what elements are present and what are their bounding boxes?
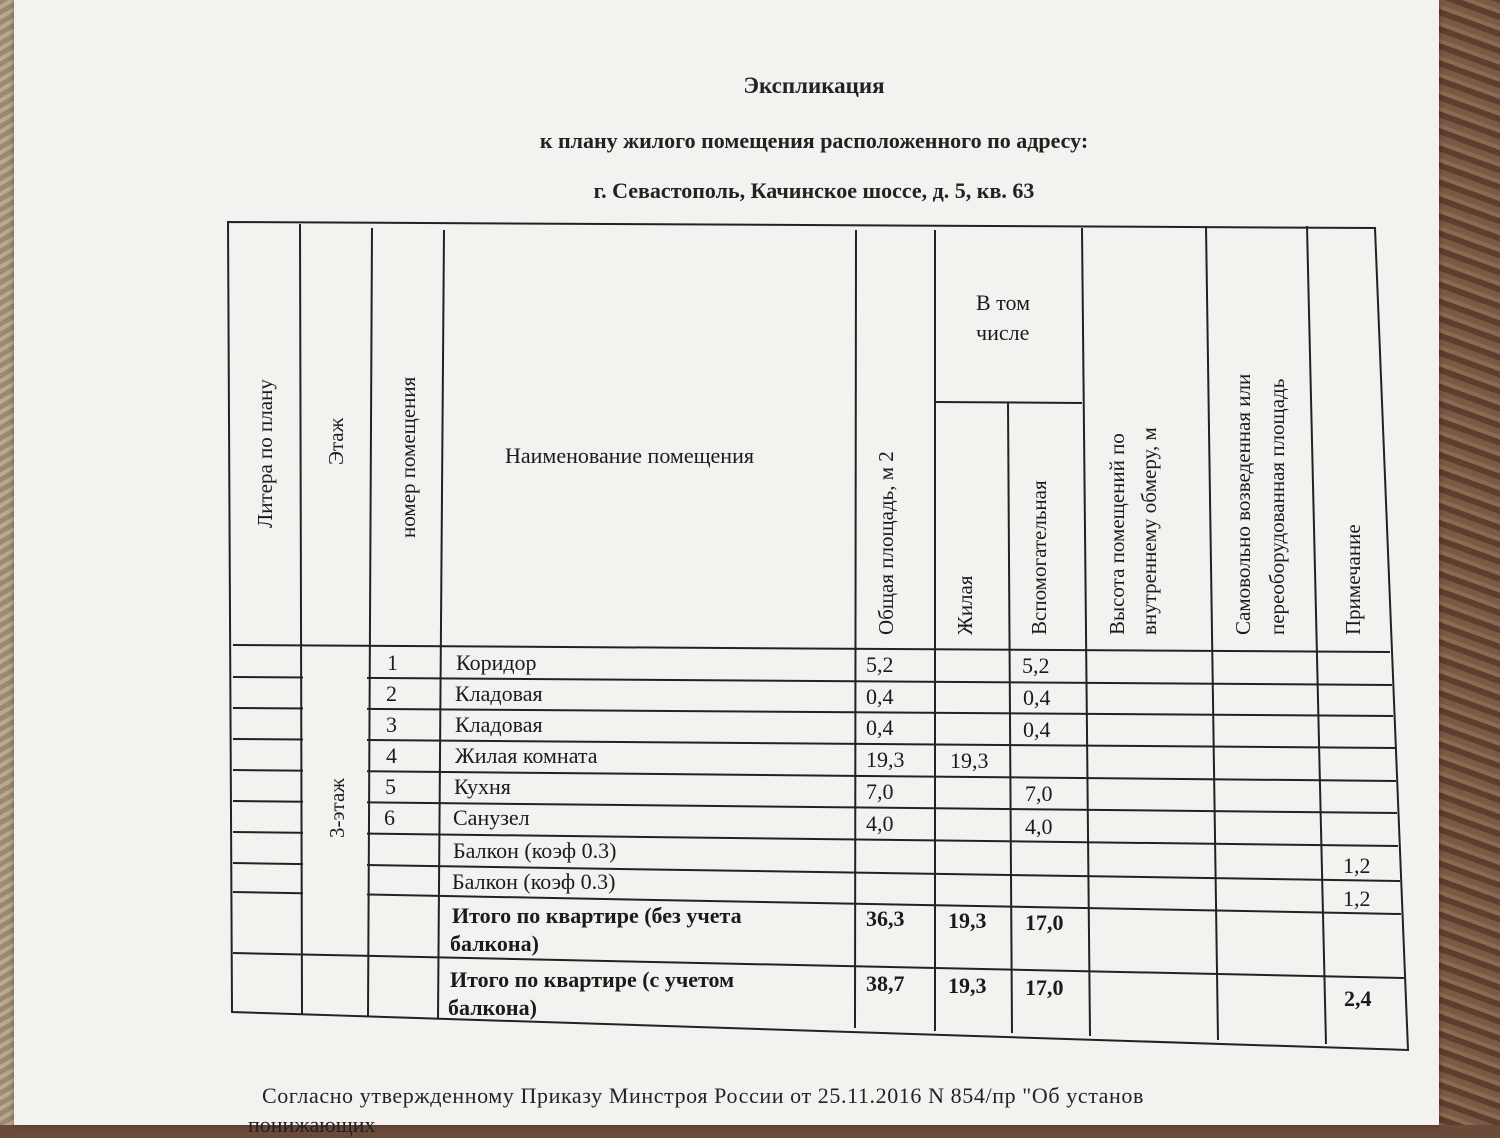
header-bottom-line: [233, 645, 1390, 652]
living-area: 19,3: [950, 748, 989, 773]
total-label-line1: Итого по квартире (с учетом: [450, 967, 735, 992]
note-value: 2,4: [1344, 986, 1372, 1011]
col-line: [1206, 226, 1218, 1040]
table-outer-border: [228, 222, 1408, 1050]
auxiliary-area: 5,2: [1022, 653, 1050, 678]
row-line: [233, 953, 1404, 978]
row-line: [233, 708, 1393, 716]
total-area: 5,2: [866, 652, 894, 677]
room-number: 6: [384, 805, 395, 830]
footer-text-line2: понижающих: [248, 1112, 376, 1137]
auxiliary-area: 0,4: [1023, 717, 1051, 742]
room-name: Кладовая: [455, 681, 543, 706]
col-line: [1082, 228, 1090, 1036]
auxiliary-area: 17,0: [1025, 910, 1064, 935]
room-number: 4: [386, 743, 397, 768]
room-name: Балкон (коэф 0.3): [453, 838, 617, 863]
auxiliary-area: 7,0: [1025, 781, 1053, 806]
note-value: 1,2: [1343, 886, 1371, 911]
row-line: [233, 739, 1395, 748]
room-name: Балкон (коэф 0.3): [452, 869, 616, 894]
room-name: Кухня: [454, 774, 511, 799]
header-height-line2: внутреннему обмеру, м: [1137, 427, 1161, 635]
header-total-area: Общая площадь, м 2: [874, 451, 898, 635]
note-value: 1,2: [1343, 853, 1371, 878]
row-line: [233, 892, 1401, 914]
row-line: [233, 770, 1396, 781]
living-area: 19,3: [948, 908, 987, 933]
col-line: [855, 230, 856, 1028]
document-address: г. Севастополь, Качинское шоссе, д. 5, кв. 63: [593, 178, 1035, 203]
header-floor: Этаж: [324, 417, 348, 465]
col-line: [438, 230, 444, 1019]
living-area: 19,3: [948, 973, 987, 998]
room-number: 1: [387, 650, 398, 675]
room-name: Жилая комната: [455, 743, 598, 768]
row-line: [233, 863, 1400, 881]
total-area: 4,0: [866, 811, 894, 836]
header-auxiliary: Вспомогательная: [1027, 480, 1051, 635]
row-line: [233, 832, 1398, 846]
total-area: 7,0: [866, 779, 894, 804]
header-unauthorized-line1: Самовольно возведенная или: [1231, 373, 1255, 635]
document-title: Экспликация: [743, 73, 885, 98]
header-height-line1: Высота помещений по: [1105, 433, 1129, 635]
total-area: 0,4: [866, 684, 894, 709]
total-area: 0,4: [866, 715, 894, 740]
room-name: Санузел: [453, 805, 530, 830]
header-including: В том числе: [976, 290, 1031, 345]
col-line: [368, 228, 372, 1017]
room-name: Кладовая: [455, 712, 543, 737]
header-room-name: Наименование помещения: [505, 443, 754, 468]
total-area: 36,3: [866, 906, 905, 931]
document-subtitle: к плану жилого помещения расположенного по адресу:: [539, 128, 1089, 153]
subheader-line: [935, 402, 1082, 403]
floor-value: 3-этаж: [325, 778, 349, 838]
header-note: Примечание: [1341, 524, 1365, 635]
room-number: 2: [386, 681, 397, 706]
room-number: 5: [385, 774, 396, 799]
header-living: Жилая: [953, 575, 977, 635]
total-area: 38,7: [866, 971, 905, 996]
col-line: [300, 224, 302, 1015]
header-litera: Литера по плану: [253, 379, 277, 528]
header-room-number: номер помещения: [396, 376, 420, 538]
total-area: 19,3: [866, 747, 905, 772]
auxiliary-area: 17,0: [1025, 975, 1064, 1000]
footer-text-line1: Согласно утвержденному Приказу Минстроя России от 25.11.2016 N 854/пр "Об установ: [262, 1083, 1144, 1108]
total-label-line2: балкона): [450, 931, 539, 956]
total-label-line2: балкона): [448, 995, 537, 1020]
auxiliary-area: 0,4: [1023, 685, 1051, 710]
row-line: [233, 677, 1392, 685]
row-line: [233, 801, 1397, 813]
auxiliary-area: 4,0: [1025, 814, 1053, 839]
total-label-line1: Итого по квартире (без учета: [452, 903, 742, 928]
room-number: 3: [386, 712, 397, 737]
col-line: [1307, 226, 1326, 1044]
col-line: [1008, 402, 1012, 1033]
header-unauthorized-line2: переоборудованная площадь: [1265, 378, 1289, 635]
room-name: Коридор: [456, 650, 537, 675]
